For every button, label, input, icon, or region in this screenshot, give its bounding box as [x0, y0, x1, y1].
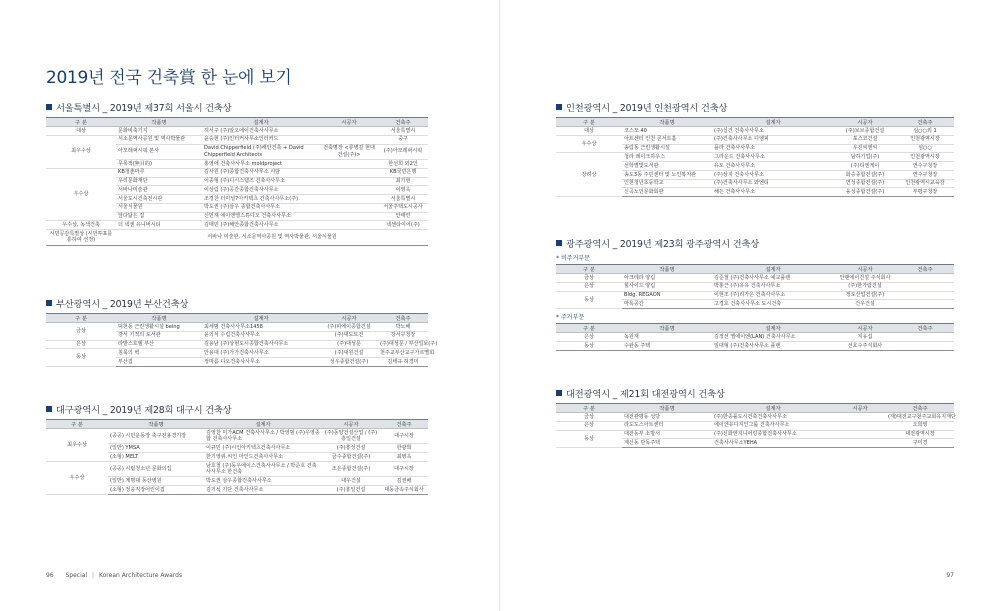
table-row	[556, 333, 954, 342]
builder	[834, 439, 886, 448]
owner: 대동금속주식회사	[380, 486, 428, 495]
builder: 지유섭	[834, 333, 896, 342]
designer: 홍영애 건축사사무소 moldproject	[202, 159, 320, 168]
table-row	[46, 461, 428, 476]
owner	[896, 300, 954, 309]
award-category: 금상	[46, 323, 116, 341]
col-header-designer: 설계자	[202, 118, 320, 127]
award-category: 최우수상	[46, 429, 108, 462]
award-category: 동상	[556, 341, 622, 350]
award-category: 동상	[46, 349, 116, 367]
work-name: 문화비축기지	[116, 127, 202, 136]
builder	[320, 177, 378, 186]
col-header-designer: 설계자	[202, 314, 320, 323]
work-name: 라발스호텔 부산	[116, 340, 202, 349]
designer: 허서구 (주)알오에이건축사사무소	[202, 127, 320, 136]
table-row	[556, 135, 954, 144]
builder: (주)대도토건	[320, 331, 378, 340]
award-category: 은상	[46, 340, 116, 349]
builder: 화승종합건설(주)	[834, 170, 896, 179]
work-name: 앞다닮은 집	[116, 212, 202, 221]
table-row	[46, 349, 428, 358]
col-header-work: 작품명	[622, 118, 712, 127]
builder	[320, 135, 378, 144]
builder	[834, 430, 886, 439]
table-row	[46, 135, 428, 144]
builder: (주)흥일건설	[322, 486, 380, 495]
owner: 한선희 외2인	[378, 159, 428, 168]
asterisk-icon: *	[556, 255, 559, 262]
builder: (주)보브종합건설	[834, 127, 896, 136]
award-category: 은상	[556, 333, 622, 342]
col-header-builder: 시공자	[320, 118, 378, 127]
col-header-category: 구 분	[46, 118, 116, 127]
builder: 건축명장 <류병길 현대건설(주)>	[320, 144, 378, 159]
owner: (주)아모레퍼시픽	[378, 144, 428, 159]
footer-section: Special	[65, 572, 88, 579]
col-header-designer: 설계자	[204, 420, 322, 429]
square-bullet-icon	[556, 104, 562, 110]
seoul-table	[46, 117, 428, 246]
work-name: 계신동 단독주택	[622, 439, 712, 448]
builder: 건우건설	[834, 300, 896, 309]
work-name: 힐사이드 양림	[622, 282, 712, 291]
table-row	[556, 421, 954, 430]
work-name: (소형) 정웅직장어린이집	[108, 486, 204, 495]
table-row	[46, 168, 428, 177]
busan-table	[46, 313, 438, 367]
col-header-owner: 건축주	[378, 118, 428, 127]
page-number-left: 96	[46, 572, 54, 579]
award-category: 대상	[556, 127, 622, 136]
daejeon-title	[556, 386, 954, 400]
page-number-right: 97	[946, 572, 954, 579]
builder: (주)피에이종합건설	[320, 323, 378, 332]
work-name: 침묵의 벽	[116, 349, 202, 358]
footer-separator: |	[92, 572, 95, 579]
residential-subtitle	[556, 312, 954, 321]
designer: (주)건축사사무소 디엠피	[712, 135, 834, 144]
work-name: 더 넥센 유니버시티	[116, 221, 202, 230]
table-row	[556, 291, 954, 300]
owner	[896, 341, 954, 350]
col-header-designer: 설계자	[712, 404, 834, 413]
owner: 연수구청장	[896, 170, 954, 179]
table-row	[556, 430, 954, 439]
work-name: (일반) YMSA	[108, 444, 204, 453]
work-name: 무목적(無目的)	[116, 159, 202, 168]
busan-title	[46, 296, 428, 310]
gwangju-section	[556, 236, 954, 351]
owner: KB국민은행	[378, 168, 428, 177]
designer: 김기석 기단 건축사사무소	[204, 486, 322, 495]
col-header-builder: 시공자	[834, 265, 896, 274]
owner: 심○○	[896, 144, 954, 153]
builder	[320, 186, 378, 195]
award-category: 우수상, 녹색건축	[46, 221, 116, 230]
owner: 한광희	[380, 444, 428, 453]
table-row	[556, 127, 954, 136]
designer: 안용대 (주)가가건축사사무소	[202, 349, 320, 358]
designer: 박도권 (주)삼우 종합건축사사무소	[202, 203, 320, 212]
col-header-owner: 건축주	[886, 404, 954, 413]
owner: 서울특별시	[378, 127, 428, 136]
col-header-work: 작품명	[622, 404, 712, 413]
work-name: 라도도스아트센터	[622, 421, 712, 430]
daegu-title	[46, 402, 428, 416]
designer: 김사원 (주)종합건축사사무소 시담	[202, 168, 320, 177]
designer: 건축사사무소YEHA	[712, 439, 834, 448]
builder	[320, 195, 378, 204]
designer: 이종형 (주)디시스템즈 건축사사무소	[202, 177, 320, 186]
table-row	[46, 323, 428, 332]
owner: 강서구청장	[378, 331, 428, 340]
designer: 김정선 엘에이엔(LAN) 건축사사무소	[712, 333, 834, 342]
designer: (주)신화엔지니어링종합건축사사무소	[712, 430, 834, 439]
work-name: (공공) 시립청소년 문화의집	[108, 461, 204, 476]
busan-title-text: 부산광역시 _ 2019년 부산건축상	[56, 299, 189, 310]
designer: David Chipperfield (주)해안건축 + David Chipperfield Architects	[202, 144, 320, 159]
seoul-section	[46, 100, 428, 246]
work-name: 서소문역사공원 및 역사박물관	[116, 135, 202, 144]
incheon-table	[556, 117, 954, 197]
owner: 연수구청장	[896, 162, 954, 171]
col-header-owner: 건축주	[896, 324, 954, 333]
award-category: 대상	[46, 127, 116, 136]
designer: (주)건축사사무소 와엔티	[712, 179, 834, 188]
work-name: 인천청년초등학교	[622, 179, 712, 188]
designer: 김태민 (주)해안종합건축사사무소	[202, 221, 320, 230]
busan-section	[46, 296, 438, 367]
table-row	[556, 282, 954, 291]
owner	[896, 274, 954, 283]
special-award-works: 서바나 미술관, 서소문역사공원 및 역사박물관, 서울식물원	[116, 230, 428, 245]
designer: 이상림 (주)공간종합건축사사무소	[202, 186, 320, 195]
designer: 플라 건축사사무소	[712, 144, 834, 153]
work-name: Bldg. REGAON	[622, 291, 712, 300]
award-category: 최우수상	[46, 135, 116, 168]
builder: (주)대성문	[320, 340, 378, 349]
square-bullet-icon	[46, 406, 52, 412]
designer: 최세범 건축사사무소1458	[202, 323, 320, 332]
footer-left	[46, 572, 182, 579]
builder	[834, 421, 886, 430]
owner: (주)대성문 / 부산일보(주)	[380, 341, 438, 348]
table-row	[556, 413, 954, 422]
owner: 서울주택도시공사	[378, 203, 428, 212]
owner: 최병옥	[380, 453, 428, 462]
award-category: 은상	[556, 282, 622, 291]
col-header-work: 작품명	[108, 420, 204, 429]
incheon-section	[556, 100, 954, 197]
builder: (주)흥성건설	[322, 444, 380, 453]
builder: 성우종합건설(주)	[320, 358, 378, 367]
designer: 윤의식 수림건축사사무소	[202, 331, 320, 340]
owner: (재)대전교구천주교회유지재단	[888, 413, 956, 420]
work-name: (공공) 시민운동장 축구전용경기장	[108, 429, 204, 444]
builder: (주)동양건설산업 / (주)흥일건설	[322, 429, 380, 444]
work-name: 서바나미술관	[116, 186, 202, 195]
col-header-category: 구 분	[556, 324, 622, 333]
award-category: 은상	[556, 421, 622, 430]
table-row	[556, 274, 954, 283]
builder	[320, 203, 378, 212]
designer: 이현조 (주)리가온 건축사사무소	[712, 291, 834, 300]
owner: 부평구청장	[896, 188, 954, 197]
owner	[896, 282, 954, 291]
builder: (주)한가람건설	[834, 282, 896, 291]
daegu-table	[46, 419, 428, 495]
builder: 포스코건설	[834, 135, 896, 144]
owner: 넥센타이어(주)	[378, 221, 428, 230]
col-header-work: 작품명	[622, 265, 712, 274]
builder	[320, 168, 378, 177]
designer: 박홍근 (주)유유 건축사사무소	[712, 282, 834, 291]
work-name: 코스모 40	[622, 127, 712, 136]
non-residential-subtitle	[556, 253, 954, 262]
designer: 한기영위.씨인 마인드건축사사무소	[204, 453, 322, 462]
designer: 신민재 에이엔엘스튜디오 건축사사무소	[202, 212, 320, 221]
work-name: 부산집	[116, 358, 202, 367]
col-header-owner: 건축주	[378, 314, 428, 323]
owner: 안태린	[378, 212, 428, 221]
table-row	[556, 153, 954, 162]
seoul-title-text: 서울특별시 _ 2019년 제37회 서울시 건축상	[56, 103, 232, 114]
footer-series: Korean Architecture Awards	[98, 572, 183, 579]
owner: 이영옥	[378, 186, 428, 195]
award-category: 금상	[556, 274, 622, 283]
work-name: 아트센터 인천 콘서트홀	[622, 135, 712, 144]
col-header-category: 구 분	[46, 314, 116, 323]
subtitle-text: 주거부문	[561, 314, 585, 322]
builder	[834, 413, 886, 422]
col-header-designer: 설계자	[712, 265, 834, 274]
work-name: 아크테라 양림	[622, 274, 712, 283]
col-header-builder: 시공자	[320, 314, 378, 323]
owner: 대구시장	[380, 461, 428, 476]
col-header-builder: 시공자	[834, 404, 886, 413]
col-header-category: 구 분	[556, 265, 622, 274]
owner: 김태규·허경미	[378, 358, 428, 367]
table-row	[46, 340, 428, 349]
designer: (주)상지 건축사사무소	[712, 170, 834, 179]
square-bullet-icon	[46, 300, 52, 306]
col-header-designer: 설계자	[712, 324, 834, 333]
designer: (주)실건 건축사사무소	[712, 127, 834, 136]
owner: 구미경	[886, 439, 954, 448]
table-row	[46, 221, 428, 230]
builder: 융성종합건설(주)	[834, 188, 896, 197]
work-name: 서울식물원	[116, 203, 202, 212]
col-header-work: 작품명	[116, 118, 202, 127]
owner: 대전광역시장	[886, 430, 954, 439]
work-name: (소형) MELT	[108, 453, 204, 462]
designer: 고경호 건축사사무소 도시건축	[712, 300, 834, 309]
work-name: 우리문화재단	[116, 177, 202, 186]
owner: 심○○외 1	[896, 127, 954, 136]
designer: (주)한종률도시건축건축사사무소	[712, 413, 834, 422]
table-row	[556, 341, 954, 350]
owner: 박노해	[378, 323, 428, 332]
work-name: KB청춘마루	[116, 168, 202, 177]
builder	[320, 221, 378, 230]
work-name: 녹원재	[622, 333, 712, 342]
daejeon-table	[556, 403, 954, 448]
designer: 김용남 (주)상현도시종합건축사사무소	[202, 340, 320, 349]
asterisk-icon: *	[556, 314, 559, 322]
col-header-owner: 건축주	[896, 265, 954, 274]
builder	[320, 159, 378, 168]
col-header-owner: 건축주	[896, 118, 954, 127]
col-header-work: 작품명	[622, 324, 712, 333]
builder	[320, 212, 378, 221]
incheon-title-text: 인천광역시 _ 2019년 인천광역시 건축상	[566, 103, 728, 114]
owner: 오희영	[886, 421, 954, 430]
col-header-owner: 건축주	[380, 420, 428, 429]
designer: 에이엔유디지인그룹 건축사사무소	[712, 421, 834, 430]
designer: 임대형 (주)건축사사무소 플랜	[712, 341, 834, 350]
col-header-category: 구 분	[556, 118, 622, 127]
square-bullet-icon	[46, 104, 52, 110]
owner: 최기현	[378, 177, 428, 186]
daejeon-section	[556, 386, 954, 448]
gwangju-title-text: 광주광역시 _ 2019년 제23회 광주광역시 건축상	[566, 239, 760, 250]
owner: 대구시장	[380, 429, 428, 444]
col-header-designer: 설계자	[712, 118, 834, 127]
designer: 이규민 (주)시인아키텍츠건축사사무소	[204, 444, 322, 453]
work-name: 강서 기적의 도서관	[116, 331, 202, 340]
seoul-title	[46, 100, 428, 114]
subtitle-text: 비주거부문	[561, 255, 590, 262]
spread-title: 2019년 전국 건축賞 한 눈에 보기	[46, 68, 292, 88]
designer: 김준철 (주)건축사사무소 예교플랜	[712, 274, 834, 283]
square-bullet-icon	[556, 390, 562, 396]
builder: 대우건설	[322, 477, 380, 486]
builder: 정도산업건설(주)	[834, 291, 896, 300]
award-category: 동상	[556, 430, 622, 448]
col-header-work: 작품명	[116, 314, 202, 323]
award-category: 시민공감특별상 (시민투표를 통하여 선정)	[46, 230, 116, 245]
builder: 우진씨엔씨	[834, 144, 896, 153]
right-page	[500, 0, 1000, 611]
col-header-category: 구 분	[556, 404, 622, 413]
gwangju-res-table	[556, 323, 954, 351]
designer: 해든 건축사사무소	[712, 188, 834, 197]
builder: 조은종합건설(주)	[322, 461, 380, 476]
award-category: 우수상	[46, 168, 116, 221]
table-row	[46, 429, 428, 444]
builder: 남하기업(주)	[834, 153, 896, 162]
designer: 유토 건축사사무소	[712, 162, 834, 171]
builder: 안팬에이건설 주식회사	[834, 274, 896, 283]
work-name: 송도3동 주민센터 및 노인복지관	[622, 170, 712, 179]
table-row	[46, 230, 428, 245]
work-name: 송림동 근린생활시설	[622, 144, 712, 153]
designer: 정마름 디오건축사사무소	[202, 358, 320, 367]
work-name: 서울도시건축전시관	[116, 195, 202, 204]
builder: (주)티엔케이	[834, 162, 896, 171]
gwangju-nonres-table	[556, 264, 954, 309]
owner: 인천광역시장	[896, 153, 954, 162]
work-name: 대전동부 소방서	[622, 430, 712, 439]
designer: 그라운드 건축사사무소	[712, 153, 834, 162]
work-name: (일반) 계명대 동산병원	[108, 477, 204, 486]
daegu-section	[46, 402, 428, 495]
work-name: 마록공간	[622, 300, 712, 309]
designer: 김영찬 미가ACM 건축사사무소 / 박영범 (주)우영종합 건축사사무소	[204, 429, 322, 444]
work-name: 수완동 주택	[622, 341, 712, 350]
designer: 박도권 삼우종합건축사사무소	[204, 477, 322, 486]
owner	[896, 291, 954, 300]
work-name: 아모레퍼시픽 본사	[116, 144, 202, 159]
col-header-builder: 시공자	[834, 118, 896, 127]
award-category: 우수상	[46, 461, 108, 494]
builder	[320, 127, 378, 136]
award-category: 동상	[556, 291, 622, 309]
work-name: 선학별빛도서관	[622, 162, 712, 171]
award-category: 장려상	[556, 153, 622, 197]
builder: 연성종합건설(주)	[834, 179, 896, 188]
col-header-category: 구 분	[46, 420, 108, 429]
work-name: 덕천동 근린생활시설 being	[116, 323, 202, 332]
owner: 중구	[378, 135, 428, 144]
owner: 천주교부산교구가르멜회	[380, 349, 435, 356]
work-name: 청라 레이크하우스	[622, 153, 712, 162]
square-bullet-icon	[556, 240, 562, 246]
gwangju-title	[556, 236, 954, 250]
award-category: 우수상	[556, 135, 622, 153]
owner: 인천광역시장	[896, 135, 954, 144]
incheon-title	[556, 100, 954, 114]
work-name: 대전관평동 성당	[622, 413, 712, 422]
designer: 남호철 (주)동우에이스건축사사무소 / 박준호 건축사사무소 한건축	[204, 461, 322, 476]
designer: 윤승현 (주)인터커사무소인터커드	[202, 135, 320, 144]
col-header-builder: 시공자	[834, 324, 896, 333]
builder: 금수종합건설(주)	[322, 453, 380, 462]
table-row	[46, 127, 428, 136]
builder: (주)대원건설	[320, 349, 378, 358]
col-header-builder: 시공자	[322, 420, 380, 429]
work-name: 신곡노인문화회관	[622, 188, 712, 197]
designer: 조경찬 터미널7아키텍츠 건축사사무소(주)	[202, 195, 320, 204]
owner	[896, 333, 954, 342]
owner: 김권배	[380, 477, 428, 486]
daejeon-title-text: 대전광역시 _ 제21회 대전광역시 건축상	[566, 389, 725, 400]
owner: 인천광역시교육감	[896, 179, 954, 188]
award-category: 금상	[556, 413, 622, 422]
builder: 선호수주식회사	[834, 341, 896, 350]
owner: 서울특별시	[378, 195, 428, 204]
daegu-title-text: 대구광역시 _ 2019년 제28회 대구시 건축상	[56, 405, 232, 416]
